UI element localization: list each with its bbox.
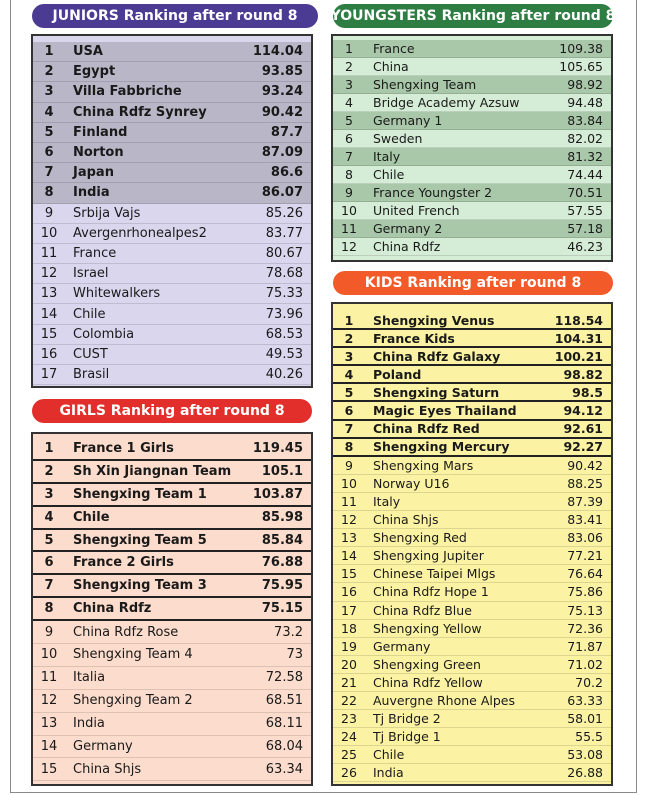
team-name: Brasil [73, 367, 110, 383]
team-name: France 2 Girls [73, 555, 174, 571]
table-row [333, 130, 611, 148]
team-name: Shengxing Red [373, 530, 467, 546]
score-cell: 83.06 [567, 530, 603, 546]
rank-cell: 2 [44, 64, 54, 80]
score-cell: 104.31 [554, 330, 603, 346]
team-name: France Kids [373, 330, 455, 346]
team-name: Shengxing Yellow [373, 620, 482, 636]
rank-cell: 9 [44, 624, 54, 640]
score-cell: 71.02 [567, 656, 603, 672]
team-name: China Rdfz Blue [373, 602, 472, 618]
score-cell: 73.2 [274, 624, 303, 640]
youngsters-rows [333, 40, 611, 256]
team-name: Finland [73, 124, 128, 140]
score-cell: 49.53 [265, 346, 303, 362]
team-name: Sweden [373, 131, 423, 146]
team-name: Germany 1 [373, 113, 443, 128]
youngsters-table [331, 34, 613, 262]
table-row [33, 325, 311, 345]
rank-cell: 7 [44, 578, 54, 594]
rank-cell: 3 [44, 84, 54, 100]
table-row [333, 184, 611, 202]
table-row [33, 103, 311, 123]
team-name: France [373, 41, 415, 56]
team-name: China Shjs [73, 761, 142, 777]
team-name: China Rdfz [73, 601, 152, 617]
rank-cell: 18 [341, 620, 357, 636]
score-cell: 70.2 [575, 674, 603, 690]
table-row [33, 575, 311, 598]
table-row [333, 58, 611, 76]
team-name: Germany [373, 638, 431, 654]
girls-header: GIRLS Ranking after round 8 [32, 399, 312, 423]
team-name: CUST [73, 346, 108, 362]
score-cell: 76.88 [261, 555, 303, 571]
team-name: Japan [73, 165, 114, 181]
table-row [333, 583, 611, 601]
team-name: Avergenrhonealpes2 [73, 225, 207, 241]
team-name: China Rdfz Yellow [373, 674, 483, 690]
rank-cell: 12 [40, 693, 58, 709]
rank-cell: 3 [345, 77, 353, 92]
score-cell: 70.51 [567, 185, 603, 200]
team-name: Italy [373, 149, 401, 164]
rank-cell: 17 [341, 602, 357, 618]
juniors-rows [33, 42, 311, 385]
table-row [33, 598, 311, 621]
team-name: Italy [373, 493, 401, 509]
table-row [33, 365, 311, 385]
team-name: Sh Xin Jiangnan Team [73, 463, 232, 479]
table-row [33, 461, 311, 484]
team-name: Shengxing Venus [373, 312, 495, 328]
table-row [333, 421, 611, 439]
rank-cell: 1 [44, 44, 54, 60]
table-row [333, 40, 611, 58]
score-cell: 92.61 [563, 421, 603, 437]
table-row [333, 220, 611, 238]
rank-cell: 8 [345, 167, 353, 182]
team-name: China Rdfz Hope 1 [373, 584, 489, 600]
team-name: Italia [73, 670, 106, 686]
team-name: France Youngster 2 [373, 185, 493, 200]
score-cell: 68.04 [265, 739, 303, 755]
team-name: Chile [373, 167, 405, 182]
score-cell: 87.09 [261, 145, 303, 161]
table-row [333, 348, 611, 366]
table-row [333, 439, 611, 457]
rank-cell: 7 [344, 421, 354, 437]
rank-cell: 10 [341, 475, 357, 491]
team-name: Villa Fabbriche [73, 84, 182, 100]
table-row [333, 384, 611, 402]
rank-cell: 7 [44, 165, 54, 181]
rank-cell: 8 [44, 601, 54, 617]
team-name: Shengxing Team 3 [73, 578, 207, 594]
rank-cell: 10 [341, 203, 357, 218]
score-cell: 100.21 [554, 348, 603, 364]
team-name: Germany [73, 739, 133, 755]
kids-header: KIDS Ranking after round 8 [333, 271, 613, 295]
score-cell: 73 [286, 647, 303, 663]
table-row [33, 484, 311, 507]
table-row [33, 530, 311, 553]
team-name: China Rdfz Synrey [73, 104, 207, 120]
team-name: Auvergne Rhone Alpes [373, 693, 516, 709]
table-row [333, 656, 611, 674]
team-name: China [373, 59, 409, 74]
table-row [333, 457, 611, 475]
rank-cell: 12 [341, 239, 357, 254]
score-cell: 71.87 [567, 638, 603, 654]
rank-cell: 16 [341, 584, 357, 600]
kids-rows [333, 312, 611, 782]
table-row [33, 736, 311, 759]
score-cell: 72.36 [567, 620, 603, 636]
score-cell: 90.42 [567, 457, 603, 473]
table-row [33, 713, 311, 736]
rank-cell: 6 [44, 555, 54, 571]
rank-cell: 21 [341, 674, 357, 690]
team-name: Shengxing Team [373, 77, 477, 92]
juniors-table [31, 34, 313, 388]
score-cell: 109.38 [559, 41, 603, 56]
team-name: United French [373, 203, 460, 218]
team-name: Norton [73, 145, 124, 161]
rank-cell: 4 [345, 95, 353, 110]
score-cell: 55.5 [575, 729, 603, 745]
team-name: Shengxing Jupiter [373, 548, 484, 564]
score-cell: 75.13 [567, 602, 603, 618]
rank-cell: 8 [344, 439, 354, 455]
team-name: Egypt [73, 64, 116, 80]
table-row [33, 284, 311, 304]
score-cell: 86.07 [261, 185, 303, 201]
table-row [33, 690, 311, 713]
score-cell: 83.84 [567, 113, 603, 128]
team-name: India [73, 716, 105, 732]
score-cell: 118.54 [554, 312, 603, 328]
team-name: Shengxing Team 4 [73, 647, 193, 663]
team-name: Bridge Academy Azsuw [373, 95, 520, 110]
score-cell: 40.26 [265, 367, 303, 383]
score-cell: 78.68 [265, 266, 303, 282]
table-row [33, 204, 311, 224]
score-cell: 94.48 [567, 95, 603, 110]
team-name: Shengxing Team 1 [73, 486, 207, 502]
rank-cell: 13 [40, 286, 58, 302]
team-name: India [73, 185, 110, 201]
score-cell: 75.86 [567, 584, 603, 600]
table-row [33, 644, 311, 667]
score-cell: 68.51 [265, 693, 303, 709]
score-cell: 82.02 [567, 131, 603, 146]
table-row [333, 728, 611, 746]
score-cell: 85.98 [261, 509, 303, 525]
score-cell: 75.15 [261, 601, 303, 617]
score-cell: 114.04 [252, 44, 303, 60]
team-name: Israel [73, 266, 109, 282]
table-row [333, 402, 611, 420]
rank-cell: 14 [40, 306, 58, 322]
score-cell: 53.08 [567, 747, 603, 763]
score-cell: 68.11 [265, 716, 303, 732]
girls-table [31, 432, 313, 786]
rank-cell: 4 [44, 104, 54, 120]
rank-cell: 17 [40, 367, 58, 383]
score-cell: 63.33 [567, 693, 603, 709]
rank-cell: 2 [344, 330, 354, 346]
table-row [333, 620, 611, 638]
rank-cell: 11 [40, 245, 58, 261]
rank-cell: 26 [341, 765, 357, 781]
team-name: Magic Eyes Thailand [373, 403, 517, 419]
rank-cell: 15 [341, 566, 357, 582]
score-cell: 83.77 [265, 225, 303, 241]
team-name: Norway U16 [373, 475, 450, 491]
score-cell: 92.27 [563, 439, 603, 455]
rank-cell: 12 [40, 266, 58, 282]
rank-cell: 14 [40, 739, 58, 755]
score-cell: 63.34 [265, 761, 303, 777]
table-row [333, 547, 611, 565]
rank-cell: 5 [344, 384, 354, 400]
juniors-header: JUNIORS Ranking after round 8 [32, 4, 318, 28]
table-row [333, 602, 611, 620]
table-row [333, 112, 611, 130]
table-row [33, 621, 311, 644]
team-name: Shengxing Green [373, 656, 481, 672]
rank-cell: 7 [345, 149, 353, 164]
score-cell: 86.6 [270, 165, 303, 181]
team-name: France 1 Girls [73, 440, 174, 456]
score-cell: 85.26 [265, 205, 303, 221]
rank-cell: 24 [341, 729, 357, 745]
team-name: India [373, 765, 404, 781]
table-row [333, 166, 611, 184]
rank-cell: 5 [44, 124, 54, 140]
rank-cell: 23 [341, 711, 357, 727]
team-name: USA [73, 44, 103, 60]
rank-cell: 5 [44, 532, 54, 548]
table-row [33, 507, 311, 530]
table-row [33, 143, 311, 163]
score-cell: 103.87 [252, 486, 303, 502]
table-row [33, 345, 311, 365]
table-row [333, 746, 611, 764]
team-name: France [73, 245, 117, 261]
rank-cell: 13 [40, 716, 58, 732]
rank-cell: 4 [44, 509, 54, 525]
table-row [333, 312, 611, 330]
table-row [333, 511, 611, 529]
score-cell: 80.67 [265, 245, 303, 261]
rank-cell: 10 [40, 225, 58, 241]
rank-cell: 1 [345, 41, 353, 56]
score-cell: 81.32 [567, 149, 603, 164]
table-row [33, 82, 311, 102]
rank-cell: 2 [345, 59, 353, 74]
score-cell: 98.92 [567, 77, 603, 92]
rank-cell: 13 [341, 530, 357, 546]
score-cell: 77.21 [567, 548, 603, 564]
team-name: Colombia [73, 326, 135, 342]
rank-cell: 6 [44, 145, 54, 161]
rank-cell: 14 [341, 548, 357, 564]
table-row [33, 42, 311, 62]
team-name: Srbija Vajs [73, 205, 141, 221]
team-name: China Rdfz [373, 239, 441, 254]
team-name: Chile [73, 306, 106, 322]
team-name: Chile [373, 747, 405, 763]
rank-cell: 3 [44, 486, 54, 502]
table-row [333, 638, 611, 656]
table-row [33, 552, 311, 575]
rank-cell: 11 [40, 670, 58, 686]
kids-table [331, 302, 613, 786]
table-row [33, 123, 311, 143]
score-cell: 57.18 [567, 221, 603, 236]
score-cell: 75.95 [261, 578, 303, 594]
team-name: Poland [373, 366, 422, 382]
team-name: China Rdfz Red [373, 421, 480, 437]
score-cell: 105.65 [559, 59, 603, 74]
table-row [33, 224, 311, 244]
score-cell: 74.44 [567, 167, 603, 182]
table-row [333, 692, 611, 710]
rank-cell: 4 [344, 366, 354, 382]
team-name: China Rdfz Rose [73, 624, 179, 640]
table-row [33, 244, 311, 264]
team-name: Shengxing Mars [373, 457, 474, 473]
score-cell: 85.84 [261, 532, 303, 548]
table-row [333, 238, 611, 256]
table-row [333, 148, 611, 166]
rank-cell: 6 [344, 403, 354, 419]
team-name: Chinese Taipei Mlgs [373, 566, 496, 582]
rank-cell: 25 [341, 747, 357, 763]
score-cell: 87.39 [567, 493, 603, 509]
score-cell: 98.82 [563, 366, 603, 382]
team-name: Shengxing Team 5 [73, 532, 207, 548]
rank-cell: 9 [44, 205, 54, 221]
score-cell: 76.64 [567, 566, 603, 582]
table-row [33, 163, 311, 183]
table-row [333, 94, 611, 112]
rank-cell: 20 [341, 656, 357, 672]
rank-cell: 16 [40, 346, 58, 362]
rank-cell: 22 [341, 693, 357, 709]
score-cell: 72.58 [265, 670, 303, 686]
table-row [333, 475, 611, 493]
score-cell: 46.23 [567, 239, 603, 254]
team-name: Shengxing Mercury [373, 439, 510, 455]
rank-cell: 9 [345, 185, 353, 200]
team-name: Whitewalkers [73, 286, 161, 302]
rank-cell: 1 [344, 312, 354, 328]
rank-cell: 3 [344, 348, 354, 364]
table-row [333, 366, 611, 384]
score-cell: 26.88 [567, 765, 603, 781]
table-row [33, 438, 311, 461]
rank-cell: 8 [44, 185, 54, 201]
score-cell: 119.45 [252, 440, 303, 456]
team-name: China Rdfz Galaxy [373, 348, 501, 364]
table-row [33, 758, 311, 781]
rank-cell: 11 [341, 221, 357, 236]
score-cell: 98.5 [572, 384, 603, 400]
score-cell: 93.24 [261, 84, 303, 100]
table-row [33, 183, 311, 203]
score-cell: 58.01 [567, 711, 603, 727]
rank-cell: 15 [40, 761, 58, 777]
table-row [33, 304, 311, 324]
table-row [333, 764, 611, 782]
table-row [333, 710, 611, 728]
rank-cell: 15 [40, 326, 58, 342]
youngsters-header: YOUNGSTERS Ranking after round 8 [333, 4, 613, 28]
table-row [33, 667, 311, 690]
table-row [33, 264, 311, 284]
team-name: China Shjs [373, 512, 439, 528]
score-cell: 94.12 [563, 403, 603, 419]
score-cell: 57.55 [567, 203, 603, 218]
rank-cell: 5 [345, 113, 353, 128]
team-name: Germany 2 [373, 221, 443, 236]
table-row [33, 62, 311, 82]
score-cell: 75.33 [265, 286, 303, 302]
score-cell: 105.1 [261, 463, 303, 479]
table-row [333, 202, 611, 220]
girls-rows [33, 438, 311, 781]
score-cell: 88.25 [567, 475, 603, 491]
team-name: Tj Bridge 1 [373, 729, 441, 745]
score-cell: 93.85 [261, 64, 303, 80]
table-row [333, 565, 611, 583]
team-name: Chile [73, 509, 110, 525]
score-cell: 87.7 [270, 124, 303, 140]
rank-cell: 11 [341, 493, 357, 509]
rank-cell: 6 [345, 131, 353, 146]
team-name: Shengxing Saturn [373, 384, 500, 400]
table-row [333, 330, 611, 348]
table-row [333, 493, 611, 511]
score-cell: 90.42 [261, 104, 303, 120]
rank-cell: 19 [341, 638, 357, 654]
rank-cell: 12 [341, 512, 357, 528]
team-name: Tj Bridge 2 [373, 711, 441, 727]
team-name: Shengxing Team 2 [73, 693, 193, 709]
table-row [333, 674, 611, 692]
table-row [333, 76, 611, 94]
rank-cell: 2 [44, 463, 54, 479]
score-cell: 83.41 [567, 512, 603, 528]
score-cell: 68.53 [265, 326, 303, 342]
rank-cell: 10 [40, 647, 58, 663]
rank-cell: 1 [44, 440, 54, 456]
rank-cell: 9 [345, 457, 353, 473]
table-row [333, 529, 611, 547]
score-cell: 73.96 [265, 306, 303, 322]
